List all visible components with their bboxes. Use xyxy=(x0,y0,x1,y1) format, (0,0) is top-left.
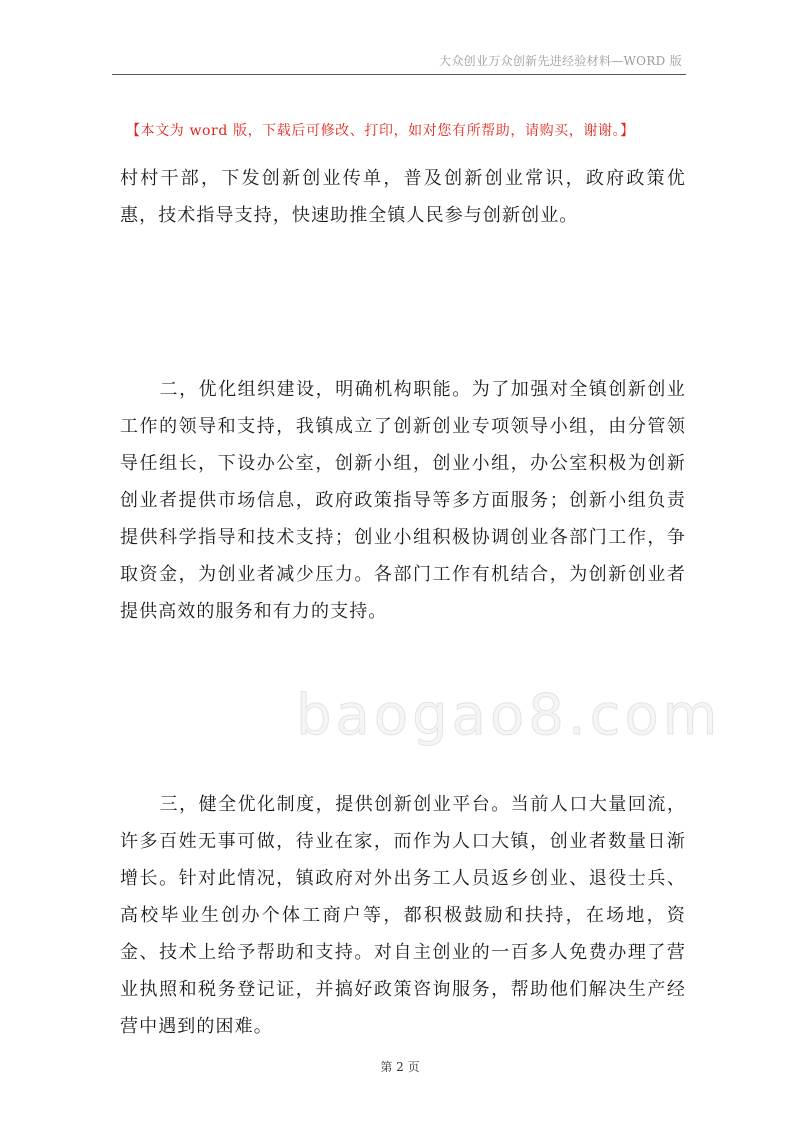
paragraph-organization: 二，优化组织建设，明确机构职能。为了加强对全镇创新创业工作的领导和支持，我镇成立了创新创业专项领导小组，由分管领导任组长，下设办公室，创新小组，创业小组，办公室积极为创新创业者提供市场信息，政府政策指导等多方面服务；创新小组负责提供科学指导和技术支持；创业小组积极协调创业各部门工作，争取资金，为创业者减少压力。各部门工作有机结合，为创新创业者提供高效的服务和有力的支持。 xyxy=(120,379,686,622)
paragraph-continuation: 村村干部，下发创新创业传单，普及创新创业常识，政府政策优惠，技术指导支持，快速助推全镇人民参与创新创业。 xyxy=(120,168,686,226)
paragraph-system-platform: 三，健全优化制度，提供创新创业平台。当前人口大量回流，许多百姓无事可做，待业在家，而作为人口大镇，创业者数量日渐增长。针对此情况，镇政府对外出务工人员返乡创业、退役士兵、高校毕业生创办个体工商户等，都积极鼓励和扶持，在场地，资金、技术上给予帮助和支持。对自主创业的一百多人免费办理了营业执照和税务登记证，并搞好政策咨询服务，帮助他们解决生产经营中遇到的困难。 xyxy=(120,794,686,1037)
document-header-title: 大众创业万众创新先进经验材料—WORD 版 xyxy=(439,54,682,68)
page-number: 第 2 页 xyxy=(380,1060,420,1074)
watermark-text: baogao8.com xyxy=(296,683,722,748)
header-divider xyxy=(112,74,686,75)
download-notice: 【本文为 word 版，下载后可修改、打印，如对您有所帮助，请购买，谢谢。】 xyxy=(126,123,635,139)
